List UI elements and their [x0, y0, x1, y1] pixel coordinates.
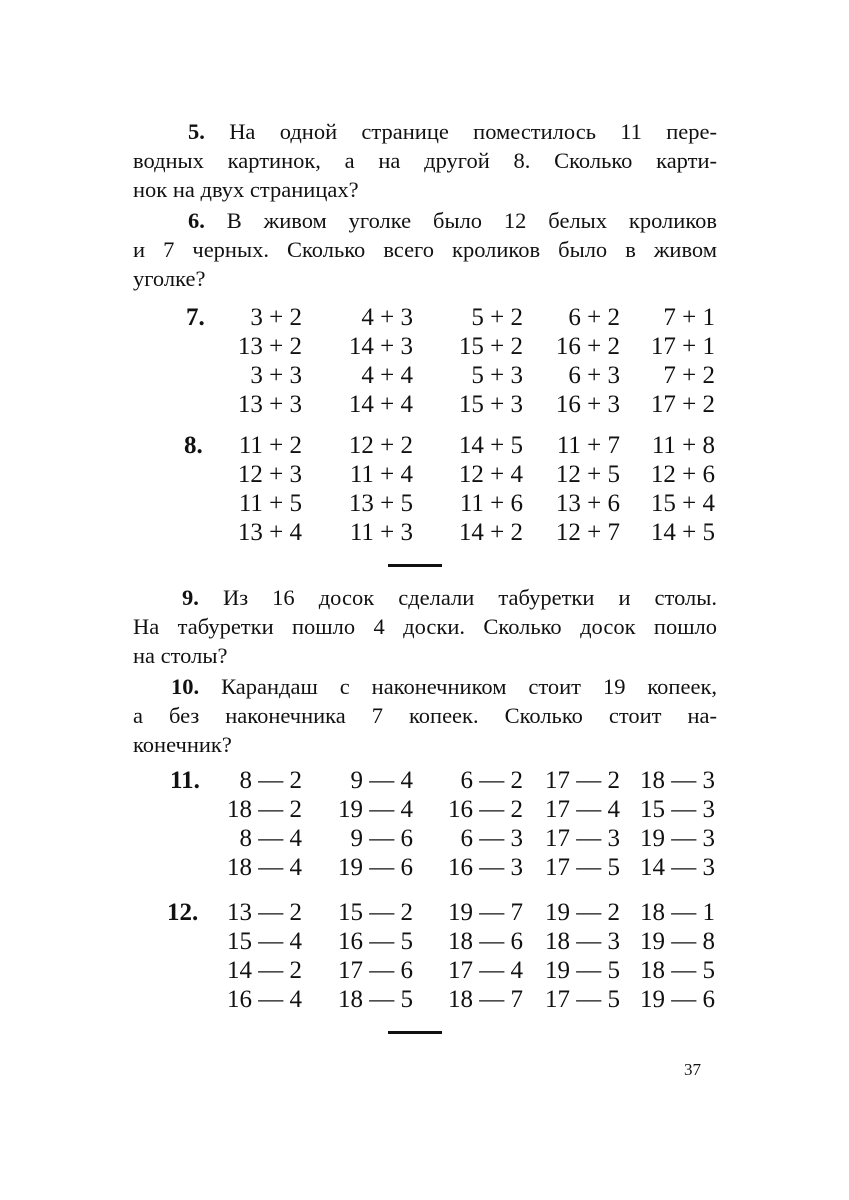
exercise-row — [0, 490, 849, 519]
expression: 18 — 3 — [640, 767, 715, 794]
expression: 18 — 7 — [448, 986, 523, 1013]
expression: 17 — 6 — [338, 957, 413, 984]
expression: 18 — 4 — [227, 854, 302, 881]
expression: 6 — 3 — [460, 825, 523, 852]
problem-line: на столы? — [133, 643, 228, 668]
expression: 3 + 2 — [250, 304, 302, 331]
expression: 13 — 2 — [227, 899, 302, 926]
exercise-row — [0, 928, 849, 957]
expression: 16 — 5 — [338, 928, 413, 955]
expression: 15 + 4 — [650, 490, 715, 517]
expression: 15 + 2 — [458, 333, 523, 360]
problem-number: 6. — [188, 208, 205, 233]
expression: 18 — 1 — [640, 899, 715, 926]
expression: 16 — 2 — [448, 796, 523, 823]
problem-line: уголке? — [133, 266, 206, 291]
problem-line: нок на двух страницах? — [133, 177, 359, 202]
exercise-row — [0, 899, 849, 928]
exercise-row — [0, 461, 849, 490]
expression: 11 + 3 — [349, 519, 413, 546]
expression: 9 — 6 — [350, 825, 413, 852]
expression: 6 + 2 — [568, 304, 620, 331]
expression: 13 + 3 — [237, 391, 302, 418]
expression: 15 — 4 — [227, 928, 302, 955]
expression: 17 — 5 — [545, 986, 620, 1013]
expression: 16 — 3 — [448, 854, 523, 881]
expression: 19 — 3 — [640, 825, 715, 852]
exercise-number: 7. — [186, 304, 205, 331]
expression: 19 — 4 — [338, 796, 413, 823]
problem-number: 10. — [171, 674, 200, 699]
problem-line: 6. В живом уголке было 12 белых кроликов — [188, 208, 717, 233]
problem-10 — [133, 672, 717, 759]
expression: 19 — 7 — [448, 899, 523, 926]
expression: 18 — 5 — [338, 986, 413, 1013]
exercise-row — [0, 519, 849, 548]
expression: 17 — 5 — [545, 854, 620, 881]
expression: 14 + 5 — [458, 432, 523, 459]
expression: 12 + 3 — [237, 461, 302, 488]
expression: 7 + 2 — [663, 362, 715, 389]
expression: 11 + 8 — [651, 432, 715, 459]
expression: 17 — 3 — [545, 825, 620, 852]
problem-line: и 7 черных. Сколько всего кроликов было в живом — [133, 237, 717, 262]
expression: 14 + 3 — [348, 333, 413, 360]
problem-line: а без наконечника 7 копеек. Сколько стоит на- — [133, 703, 717, 728]
expression: 16 + 2 — [555, 333, 620, 360]
exercise-row — [0, 304, 849, 333]
exercise-number: 12. — [167, 899, 199, 926]
page-number: 37 — [684, 1060, 701, 1079]
expression: 17 + 1 — [650, 333, 715, 360]
expression: 8 — 4 — [239, 825, 302, 852]
exercise-number: 8. — [184, 432, 203, 459]
expression: 13 + 5 — [348, 490, 413, 517]
expression: 14 + 4 — [348, 391, 413, 418]
expression: 4 + 3 — [361, 304, 413, 331]
expression: 17 — 4 — [545, 796, 620, 823]
expression: 5 + 3 — [471, 362, 523, 389]
section-divider — [388, 1031, 442, 1034]
exercise-row — [0, 767, 849, 796]
expression: 19 — 8 — [640, 928, 715, 955]
expression: 18 — 3 — [545, 928, 620, 955]
expression: 15 — 3 — [640, 796, 715, 823]
expression: 12 + 7 — [555, 519, 620, 546]
expression: 14 — 2 — [227, 957, 302, 984]
expression: 18 — 2 — [227, 796, 302, 823]
expression: 12 + 6 — [650, 461, 715, 488]
problem-5 — [133, 117, 717, 204]
problem-6 — [133, 206, 717, 293]
expression: 13 + 2 — [237, 333, 302, 360]
expression: 17 + 2 — [650, 391, 715, 418]
expression: 12 + 5 — [555, 461, 620, 488]
exercise-row — [0, 362, 849, 391]
exercise-row — [0, 825, 849, 854]
expression: 18 — 6 — [448, 928, 523, 955]
expression: 19 — 5 — [545, 957, 620, 984]
expression: 15 + 3 — [458, 391, 523, 418]
expression: 5 + 2 — [471, 304, 523, 331]
section-divider — [388, 564, 442, 567]
expression: 11 + 7 — [556, 432, 620, 459]
exercise-row — [0, 957, 849, 986]
expression: 11 + 4 — [349, 461, 413, 488]
exercise-row — [0, 432, 849, 461]
problem-line: 9. Из 16 досок сделали табуретки и столы. — [182, 585, 717, 610]
exercise-row — [0, 391, 849, 420]
expression: 17 — 2 — [545, 767, 620, 794]
problem-line: На табуретки пошло 4 доски. Сколько досок пошло — [133, 614, 717, 639]
expression: 15 — 2 — [338, 899, 413, 926]
expression: 18 — 5 — [640, 957, 715, 984]
expression: 4 + 4 — [361, 362, 413, 389]
problem-line: 5. На одной странице поместилось 11 пере- — [188, 119, 717, 144]
expression: 19 — 6 — [338, 854, 413, 881]
expression: 11 + 2 — [238, 432, 302, 459]
expression: 11 + 6 — [459, 490, 523, 517]
expression: 17 — 4 — [448, 957, 523, 984]
exercise-row — [0, 333, 849, 362]
expression: 19 — 2 — [545, 899, 620, 926]
expression: 14 + 5 — [650, 519, 715, 546]
problem-number: 5. — [188, 119, 205, 144]
exercise-row — [0, 986, 849, 1015]
exercise-row — [0, 796, 849, 825]
expression: 9 — 4 — [350, 767, 413, 794]
problem-line: 10. Карандаш с наконечником стоит 19 копеек, — [171, 674, 717, 699]
exercise-row — [0, 854, 849, 883]
exercise-number: 11. — [170, 767, 200, 794]
problem-line: конечник? — [133, 732, 232, 757]
expression: 13 + 6 — [555, 490, 620, 517]
expression: 6 + 3 — [568, 362, 620, 389]
expression: 14 + 2 — [458, 519, 523, 546]
problem-line: водных картинок, а на другой 8. Сколько карти- — [133, 148, 717, 173]
expression: 12 + 2 — [348, 432, 413, 459]
expression: 12 + 4 — [458, 461, 523, 488]
expression: 6 — 2 — [460, 767, 523, 794]
problem-9 — [133, 583, 717, 670]
expression: 16 — 4 — [227, 986, 302, 1013]
expression: 14 — 3 — [640, 854, 715, 881]
expression: 8 — 2 — [239, 767, 302, 794]
expression: 7 + 1 — [663, 304, 715, 331]
expression: 19 — 6 — [640, 986, 715, 1013]
expression: 16 + 3 — [555, 391, 620, 418]
expression: 13 + 4 — [237, 519, 302, 546]
problem-number: 9. — [182, 585, 199, 610]
expression: 3 + 3 — [250, 362, 302, 389]
expression: 11 + 5 — [238, 490, 302, 517]
